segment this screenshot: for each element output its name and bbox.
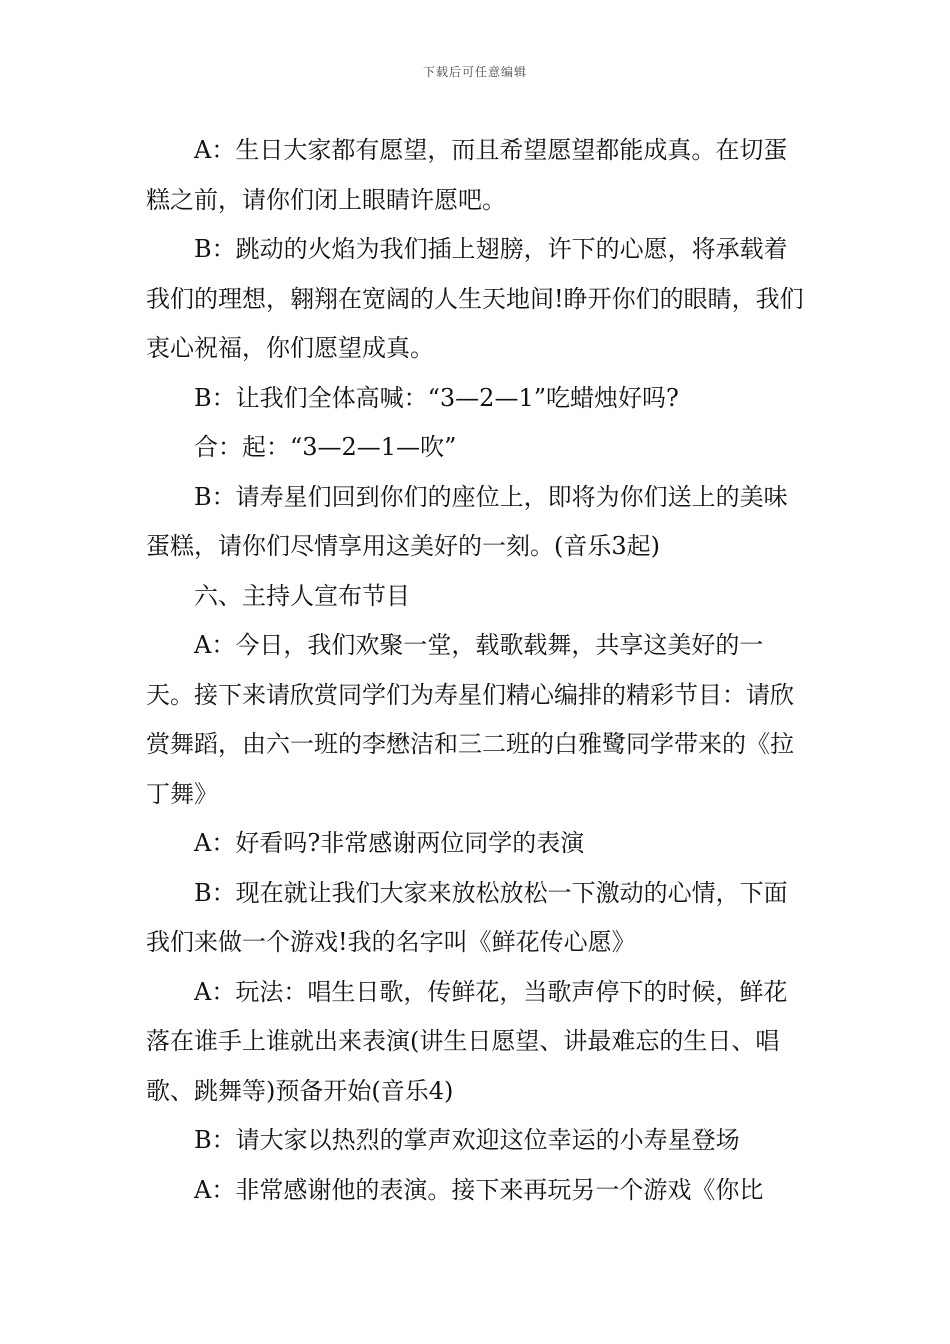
page-header: 下载后可任意编辑 (422, 65, 527, 79)
section-heading: 六、主持人宣布节目 (194, 581, 410, 610)
paragraph-12: A：非常感谢他的表演。接下来再玩另一个游戏《你比 (194, 1175, 764, 1204)
paragraph-5: B：请寿星们回到你们的座位上，即将为你们送上的美味蛋糕，请你们尽情享用这美好的一刻。(音乐3起) (146, 482, 788, 560)
paragraph-11: B：请大家以热烈的掌声欢迎这位幸运的小寿星登场 (194, 1126, 740, 1154)
paragraph-2: B：跳动的火焰为我们插上翅膀，许下的心愿，将承载着我们的理想，翱翔在宽阔的人生天地间!睁开你们的眼睛，我们衷心祝福，你们愿望成真。 (146, 235, 804, 362)
paragraph-4: 合：起：“3—2—1—吹” (194, 433, 457, 461)
paragraph-10: A：玩法：唱生日歌，传鲜花，当歌声停下的时候，鲜花落在谁手上谁就出来表演(讲生日愿望、讲最难忘的生日、唱歌、跳舞等)预备开始(音乐4) (146, 977, 788, 1105)
paragraph-9: B：现在就让我们大家来放松放松一下激动的心情，下面我们来做一个游戏!我的名字叫《鲜花传心愿》 (146, 878, 788, 956)
paragraph-3: B：让我们全体高喊：“3—2—1”吃蜡烛好吗? (194, 383, 679, 412)
document-body (146, 126, 810, 1215)
paragraph-1: A：生日大家都有愿望，而且希望愿望都能成真。在切蛋糕之前，请你们闭上眼睛许愿吧。 (146, 136, 788, 214)
paragraph-8: A：好看吗?非常感谢两位同学的表演 (194, 829, 585, 857)
paragraph-7: A：今日，我们欢聚一堂，载歌载舞，共享这美好的一天。接下来请欣赏同学们为寿星们精心编排的精彩节目：请欣赏舞蹈，由六一班的李懋洁和三二班的白雅鹭同学带来的《拉丁舞》 (146, 631, 794, 808)
